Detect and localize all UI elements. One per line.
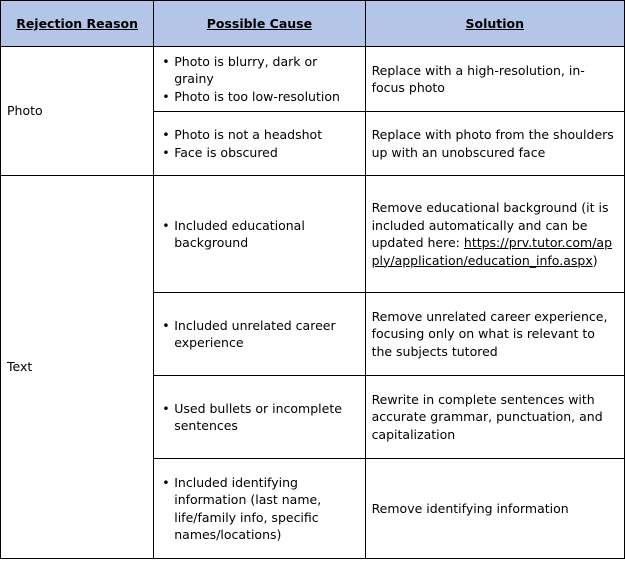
cause-item: • Photo is too low-resolution (174, 88, 358, 106)
cause-item: • Face is obscured (174, 144, 358, 162)
header-rejection-reason: Rejection Reason (1, 1, 154, 47)
cause-list (160, 400, 358, 435)
table-row (1, 176, 625, 293)
cause-cell (154, 112, 365, 176)
cause-cell (154, 293, 365, 376)
cause-item: • Photo is blurry, dark or grainy (174, 53, 358, 88)
cause-list (160, 53, 358, 106)
solution-cell (365, 176, 624, 293)
cause-item: • Included educational background (174, 217, 358, 252)
solution-text: Remove educational background (it is included automatically and can be updated here: (371, 200, 609, 250)
solution-cell: Remove unrelated career experience, focusing only on what is relevant to the subjects tutored (365, 293, 624, 376)
reason-cell: Photo (1, 47, 154, 176)
cause-item: • Used bullets or incomplete sentences (174, 400, 358, 435)
header-possible-cause: Possible Cause (154, 1, 365, 47)
cause-item: • Included unrelated career experience (174, 317, 358, 352)
reason-cell: Text (1, 176, 154, 559)
cause-cell (154, 459, 365, 559)
solution-cell: Rewrite in complete sentences with accurate grammar, punctuation, and capitalization (365, 376, 624, 459)
cause-cell (154, 376, 365, 459)
cause-list (160, 474, 358, 544)
cause-item: • Included identifying information (last name, life/family info, specific names/locations) (174, 474, 358, 544)
solution-cell: Remove identifying information (365, 459, 624, 559)
cause-cell (154, 47, 365, 112)
header-row (1, 1, 625, 47)
education-info-link[interactable]: https://prv.tutor.com/apply/application/education_info.aspx (371, 235, 613, 268)
solution-cell: Replace with a high-resolution, in-focus photo (365, 47, 624, 112)
solution-cell: Replace with photo from the shoulders up with an unobscured face (365, 112, 624, 176)
cause-item: • Photo is not a headshot (174, 126, 358, 144)
cause-list (160, 317, 358, 352)
cause-cell (154, 176, 365, 293)
solution-suffix: ) (592, 252, 598, 268)
table-row (1, 47, 625, 112)
cause-list (160, 126, 358, 161)
header-solution: Solution (365, 1, 624, 47)
cause-list (160, 217, 358, 252)
